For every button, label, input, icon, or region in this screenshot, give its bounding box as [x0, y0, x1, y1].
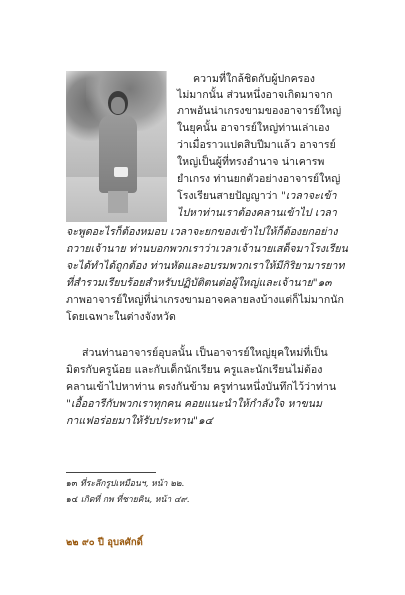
- para1-quote-line-3: จะพูดอะไรก็ต้องหมอบ เวลาจะยกของเข้าไปให้ก็ต้องยกอย่าง: [66, 226, 338, 238]
- para1-line-1: ความที่ใกล้ชิดกับผู้ปกครอง: [193, 73, 315, 85]
- footnote-divider: [66, 472, 156, 473]
- para2-line-3: คลานเข้าไปหาท่าน ตรงกันข้าม ครูท่านหนึ่งบันทึกไว้ว่าท่าน: [66, 381, 337, 393]
- para1-line-3: ภาพอันน่าเกรงขามของอาจารย์ใหญ่: [177, 105, 342, 117]
- photo-figure-legs: [108, 191, 128, 213]
- para2-line-1: ส่วนท่านอาจารย์อุบลนั้น เป็นอาจารย์ใหญ่ยุคใหม่ที่เป็น: [82, 347, 328, 359]
- para1-line-4: ในยุคนั้น อาจารย์ใหญ่ท่านเล่าเอง: [177, 122, 330, 134]
- page-number: ๒๒: [66, 537, 79, 548]
- para1-line-5: ว่าเมื่อราวแปดสิบปีมาแล้ว อาจารย์: [177, 139, 336, 151]
- para1-tail-line-1: ภาพอาจารย์ใหญ่ที่น่าเกรงขามอาจคลายลงบ้างแต่ก็ไม่มากนัก: [66, 294, 344, 306]
- para1-line-8-text: โรงเรียนสายปัญญาว่า: [177, 190, 281, 202]
- portrait-photo: [66, 71, 167, 222]
- photo-figure-face: [111, 97, 125, 114]
- photo-figure-body: [99, 115, 137, 193]
- para2-quote-line-2: กาแฟอร่อยมาให้รับประทาน"๑๔: [66, 415, 213, 427]
- para1-line-7: ยำเกรง ท่านยกตัวอย่างอาจารย์ใหญ่: [177, 173, 341, 185]
- footnote-14-mark: ๑๔: [66, 495, 78, 505]
- footnote-13-mark: ๑๓: [66, 479, 78, 489]
- para1-quote-line-5: จะได้ทำได้ถูกต้อง ท่านหัดและอบรมพวกเราให้มีกิริยามารยาท: [66, 260, 345, 272]
- para2-quote-line-1: "เอื้ออารีกับพวกเราทุกคน คอยแนะนำให้กำลังใจ หาขนม: [66, 398, 322, 410]
- para1-quote-start: "เวลาจะเข้า: [280, 190, 337, 202]
- para1-quote-line-6: ที่สำรวมเรียบร้อยสำหรับปฏิบัติตนต่อผู้ใหญ่และเจ้านาย"๑๓: [66, 277, 332, 289]
- para1-quote-line-4: ถวายเจ้านาย ท่านบอกพวกเราว่าเวลาเจ้านายเสด็จมาโรงเรียน: [66, 243, 348, 255]
- running-title: ๙๐ ปี อุบลศักดิ์: [81, 537, 143, 548]
- footnote-14: [66, 494, 190, 506]
- photo-figure-handbag: [114, 167, 128, 177]
- para2-line-2: มิตรกับครูน้อย และกับเด็กนักเรียน ครูและนักเรียนไม่ต้อง: [66, 364, 323, 376]
- para1-line-2: ไม่มากนั้น ส่วนหนึ่งอาจเกิดมาจาก: [177, 89, 333, 101]
- page-footer: [66, 535, 143, 550]
- footnote-14-text: เกิดที่ กพ ที่ชายคิน, หน้า ๔๙.: [80, 495, 190, 505]
- footnote-13-text: ที่ระลึกรูปเหมือนฯ, หน้า ๒๒.: [80, 479, 185, 489]
- para1-tail-line-2: โดยเฉพาะในต่างจังหวัด: [66, 311, 176, 323]
- para1-quote-line-2: ไปหาท่านเราต้องคลานเข้าไป เวลา: [177, 207, 337, 219]
- footnote-13: [66, 478, 184, 490]
- para1-line-6: ใหญ่เป็นผู้ที่ทรงอำนาจ น่าเคารพ: [177, 156, 325, 168]
- para1-line-8: [177, 189, 337, 204]
